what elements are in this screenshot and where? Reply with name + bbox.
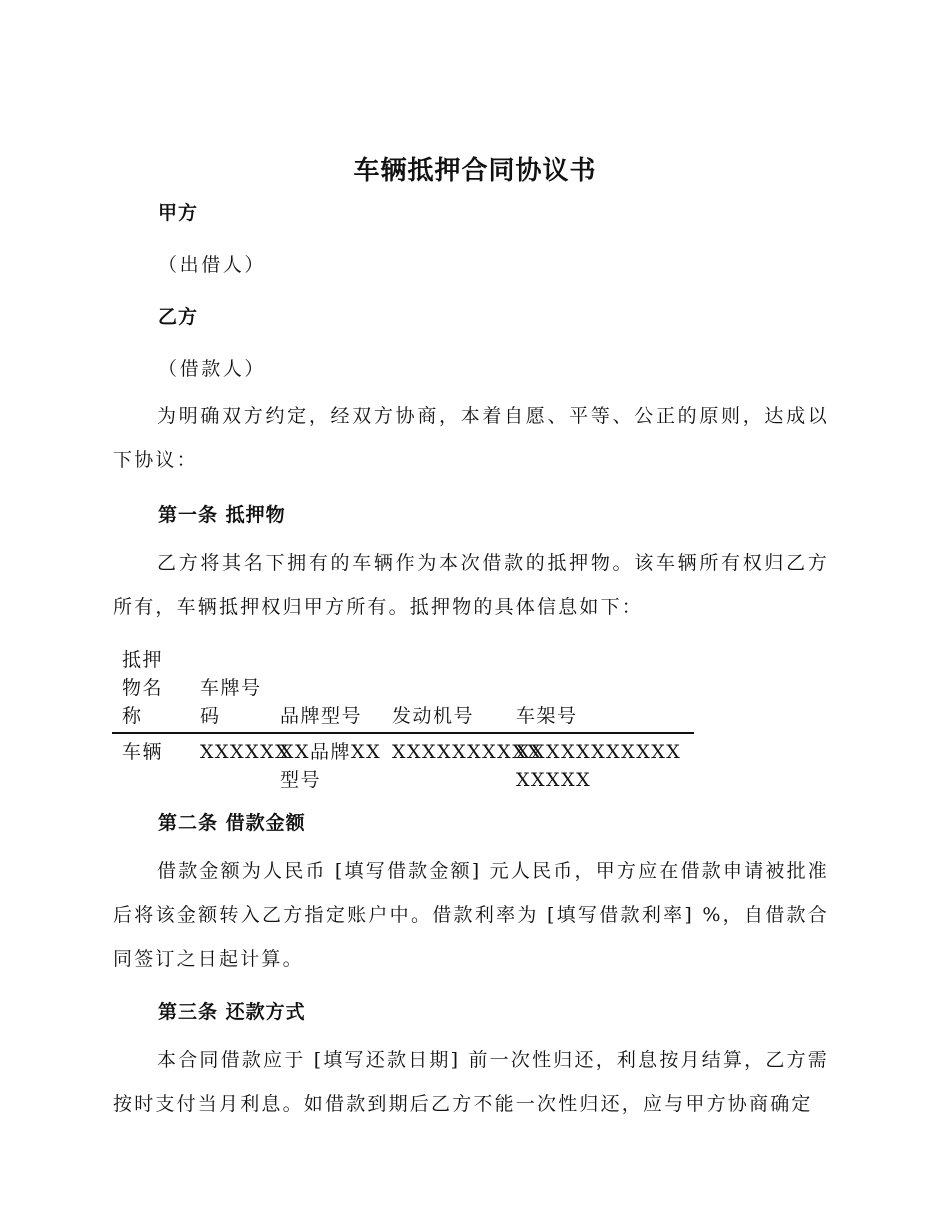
party-a-role: （出借人） xyxy=(158,254,267,276)
article-3-heading: 第三条 还款方式 xyxy=(158,1001,306,1023)
table-cell: XX品牌XX型号 xyxy=(280,741,382,791)
article-2-heading: 第二条 借款金额 xyxy=(158,812,306,834)
table-cell: 车辆 xyxy=(122,741,164,763)
table-header-cell: 发动机号 xyxy=(392,705,475,727)
article-1-heading: 第一条 抵押物 xyxy=(158,504,286,526)
table-header-cell: 车架号 xyxy=(516,705,578,727)
table-row xyxy=(112,734,694,798)
table-cell: XXXXXXXXXXXXXXXX xyxy=(516,741,682,791)
intro-paragraph: 为明确双方约定，经双方协商，本着自愿、平等、公正的原则，达成以下协议： xyxy=(113,405,829,471)
table-cell: XXXXXXXXXX xyxy=(392,741,543,763)
party-b-label: 乙方 xyxy=(158,306,199,328)
party-a-label: 甲方 xyxy=(158,202,199,224)
party-b-role: （借款人） xyxy=(158,358,267,380)
collateral-table xyxy=(112,644,694,798)
table-header-cell: 抵押物名称 xyxy=(122,649,164,727)
document-title: 车辆抵押合同协议书 xyxy=(353,156,597,186)
table-header-cell: 品牌型号 xyxy=(280,705,363,727)
table-header-row xyxy=(112,644,694,734)
table-header-cell: 车牌号码 xyxy=(200,677,262,727)
article-1-paragraph: 乙方将其名下拥有的车辆作为本次借款的抵押物。该车辆所有权归乙方所有，车辆抵押权归甲方所有。抵押物的具体信息如下： xyxy=(113,552,829,618)
article-2-paragraph: 借款金额为人民币 [填写借款金额] 元人民币，甲方应在借款申请被批准后将该金额转入乙方指定账户中。借款利率为 [填写借款利率] %，自借款合同签订之日起计算。 xyxy=(113,860,829,970)
article-3-paragraph: 本合同借款应于 [填写还款日期] 前一次性归还，利息按月结算，乙方需按时支付当月利息。如借款到期后乙方不能一次性归还，应与甲方协商确定 xyxy=(113,1049,829,1115)
table-cell: XXXXXX xyxy=(200,741,291,763)
